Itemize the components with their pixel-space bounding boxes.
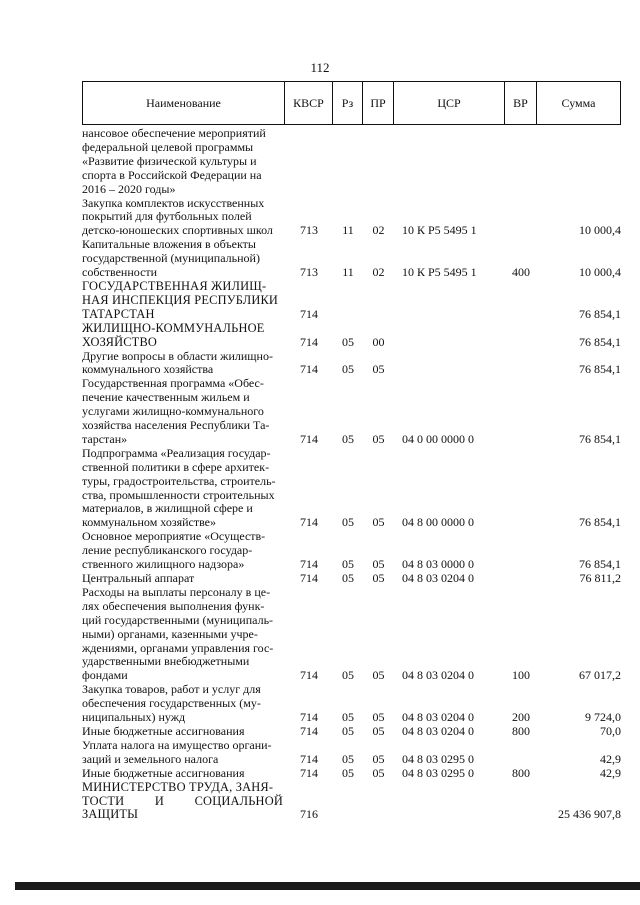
table-row (82, 127, 621, 197)
row-name-line: федеральной целевой программы (82, 139, 254, 154)
row-sum: 76 854,1 (579, 431, 621, 446)
row-name (82, 322, 285, 350)
row-sum: 42,9 (600, 765, 621, 780)
row-name-line: детско-юношеских спортивных школ (82, 223, 273, 238)
table-row (82, 447, 621, 530)
table-row (82, 781, 621, 823)
table-row (82, 377, 621, 447)
row-name (82, 127, 285, 197)
row-pr: 05 (372, 571, 385, 585)
row-name-line: покрытий для футбольных полей (82, 209, 252, 224)
row-kvsr: 714 (300, 557, 318, 572)
row-name-line: ждениями, органами управления гос- (82, 640, 274, 655)
row-name-line: МИНИСТЕРСТВО ТРУДА, ЗАНЯ- (82, 779, 274, 794)
row-name-line: ственной политики в сфере архитек- (82, 459, 270, 474)
row-pr: 00 (372, 334, 385, 349)
row-csr: 04 8 03 0204 0 (402, 723, 474, 738)
table-row (82, 322, 621, 350)
row-name-line: ХОЗЯЙСТВО (82, 334, 158, 349)
row-sum: 9 724,0 (585, 710, 621, 725)
row-csr: 04 8 03 0204 0 (402, 571, 474, 585)
row-name-line: Иные бюджетные ассигнования (82, 765, 245, 780)
row-vr: 100 (512, 668, 530, 683)
row-name-line: Расходы на выплаты персоналу в це- (82, 584, 271, 599)
row-csr: 10 К Р5 5495 1 (402, 223, 477, 238)
row-name-line: Закупка товаров, работ и услуг для (82, 682, 261, 697)
row-csr: 04 0 00 0000 0 (402, 431, 474, 446)
row-name-line: услугами жилищно-коммунального (82, 404, 264, 419)
header-rz: Рз (333, 82, 363, 124)
row-name-line: спорта в Российской Федерации на (82, 167, 262, 182)
row-kvsr: 714 (300, 710, 318, 725)
row-sum: 76 854,1 (579, 362, 621, 377)
row-name-line: Центральный аппарат (82, 571, 195, 585)
scan-edge-bar (15, 882, 640, 890)
row-name (82, 725, 285, 739)
row-name (82, 197, 285, 239)
row-kvsr: 714 (300, 571, 318, 585)
row-name (82, 280, 285, 322)
row-csr: 04 8 03 0000 0 (402, 557, 474, 572)
row-name-line: ударственными внебюджетными (82, 654, 250, 669)
row-name-line: государственной (муниципальной) (82, 251, 260, 266)
header-pr: ПР (363, 82, 394, 124)
row-name-line: нансовое обеспечение мероприятий (82, 126, 266, 140)
row-pr: 05 (372, 431, 385, 446)
row-rz: 05 (342, 723, 354, 738)
row-name (82, 530, 285, 572)
row-kvsr: 714 (300, 334, 318, 349)
row-name (82, 683, 285, 725)
table-row (82, 530, 621, 572)
table-row (82, 683, 621, 725)
row-name (82, 781, 285, 823)
header-kvsr: КВСР (285, 82, 333, 124)
table-row (82, 572, 621, 586)
row-name-line: коммунальном хозяйстве» (82, 515, 216, 530)
row-csr: 04 8 03 0295 0 (402, 765, 474, 780)
row-pr: 05 (372, 751, 385, 766)
table-row (82, 197, 621, 239)
row-name-line: ЖИЛИЩНО-КОММУНАЛЬНОЕ (82, 320, 265, 335)
row-kvsr: 714 (300, 515, 318, 530)
table-row (82, 350, 621, 378)
row-name-line: ГОСУДАРСТВЕННАЯ ЖИЛИЩ- (82, 278, 267, 293)
row-name-line: коммунального хозяйства (82, 362, 214, 377)
row-rz: 05 (342, 557, 354, 572)
row-name-line: «Развитие физической культуры и (82, 153, 257, 168)
row-vr: 400 (512, 265, 530, 280)
row-sum: 76 854,1 (579, 334, 621, 349)
row-pr: 05 (372, 765, 385, 780)
row-kvsr: 713 (300, 265, 318, 280)
row-pr: 05 (372, 515, 385, 530)
row-csr: 04 8 00 0000 0 (402, 515, 474, 530)
row-name-line: фондами (82, 668, 128, 683)
row-name-line: Уплата налога на имущество органи- (82, 737, 272, 752)
row-rz: 05 (342, 334, 354, 349)
row-rz: 11 (342, 223, 354, 238)
row-sum: 25 436 907,8 (558, 807, 621, 822)
row-name-line: ниципальных) нужд (82, 710, 186, 725)
table-header (82, 81, 621, 125)
row-name-line: ций государственными (муниципаль- (82, 612, 274, 627)
row-kvsr: 714 (300, 306, 318, 321)
row-rz: 05 (342, 431, 354, 446)
row-name (82, 739, 285, 767)
row-name-line: ными) органами, казенными учре- (82, 626, 258, 641)
row-kvsr: 714 (300, 431, 318, 446)
row-name (82, 572, 285, 586)
row-sum: 67 017,2 (579, 668, 621, 683)
row-name-line: Иные бюджетные ассигнования (82, 723, 245, 738)
row-kvsr: 714 (300, 668, 318, 683)
table-row (82, 725, 621, 739)
row-name (82, 350, 285, 378)
row-name-line: ства, промышленности строительных (82, 487, 275, 502)
row-sum: 42,9 (600, 751, 621, 766)
row-sum: 10 000,4 (579, 265, 621, 280)
page-number: 112 (310, 60, 330, 75)
table-row (82, 238, 621, 280)
header-vr: ВР (505, 82, 537, 124)
header-name: Наименование (82, 82, 285, 124)
row-sum: 70,0 (600, 723, 621, 738)
row-rz: 05 (342, 571, 354, 585)
row-vr: 800 (512, 765, 530, 780)
header-csr: ЦСР (394, 82, 505, 124)
row-vr: 200 (512, 710, 530, 725)
row-rz: 05 (342, 710, 354, 725)
row-name-line: обеспечения государственных (му- (82, 696, 261, 711)
row-name-line: 2016 – 2020 годы» (82, 181, 176, 196)
row-kvsr: 713 (300, 223, 318, 238)
row-name-line: НАЯ ИНСПЕКЦИЯ РЕСПУБЛИКИ (82, 292, 279, 307)
row-name-line: ТОСТИ И СОЦИАЛЬНОЙ ЗАЩИТЫ (82, 793, 283, 822)
row-pr: 05 (372, 557, 385, 572)
row-name-line: туры, градостроительства, строитель- (82, 473, 276, 488)
row-name-line: заций и земельного налога (82, 751, 219, 766)
row-kvsr: 714 (300, 723, 318, 738)
row-rz: 05 (342, 765, 354, 780)
row-name-line: ственного жилищного надзора» (82, 557, 245, 572)
row-csr: 04 8 03 0295 0 (402, 751, 474, 766)
row-pr: 05 (372, 710, 385, 725)
row-csr: 10 К Р5 5495 1 (402, 265, 477, 280)
header-sum: Сумма (537, 82, 621, 124)
row-pr: 05 (372, 668, 385, 683)
row-rz: 05 (342, 668, 354, 683)
row-name-line: лях обеспечения выполнения функ- (82, 598, 265, 613)
row-name-line: ТАТАРСТАН (82, 306, 155, 321)
row-name-line: Капитальные вложения в объекты (82, 237, 256, 252)
row-rz: 11 (342, 265, 354, 280)
row-csr: 04 8 03 0204 0 (402, 710, 474, 725)
row-name (82, 238, 285, 280)
row-name-line: Основное мероприятие «Осуществ- (82, 529, 266, 544)
row-sum: 10 000,4 (579, 223, 621, 238)
table-body (82, 125, 621, 822)
table-row (82, 739, 621, 767)
row-name-line: материалов, в жилищной сфере и (82, 501, 253, 516)
row-name (82, 377, 285, 447)
row-name (82, 586, 285, 683)
row-pr: 05 (372, 362, 385, 377)
table-row (82, 280, 621, 322)
row-pr: 02 (372, 265, 385, 280)
row-kvsr: 714 (300, 362, 318, 377)
row-sum: 76 811,2 (579, 571, 621, 585)
table-row (82, 767, 621, 781)
row-rz: 05 (342, 362, 354, 377)
row-sum: 76 854,1 (579, 515, 621, 530)
row-kvsr: 716 (300, 807, 318, 822)
row-name (82, 447, 285, 530)
row-name-line: тарстан» (82, 431, 128, 446)
row-name-line: Закупка комплектов искусственных (82, 195, 265, 210)
row-csr: 04 8 03 0204 0 (402, 668, 474, 683)
budget-table (82, 81, 621, 822)
row-vr: 800 (512, 723, 530, 738)
row-pr: 02 (372, 223, 385, 238)
row-name-line: собственности (82, 265, 158, 280)
row-name-line: хозяйства населения Республики Та- (82, 418, 270, 433)
row-rz: 05 (342, 515, 354, 530)
row-pr: 05 (372, 723, 385, 738)
table-row (82, 586, 621, 683)
row-name-line: Государственная программа «Обес- (82, 376, 264, 391)
row-sum: 76 854,1 (579, 557, 621, 572)
row-kvsr: 714 (300, 765, 318, 780)
row-sum: 76 854,1 (579, 306, 621, 321)
row-name-line: ление республиканского государ- (82, 543, 253, 558)
row-name-line: Подпрограмма «Реализация государ- (82, 445, 271, 460)
row-rz: 05 (342, 751, 354, 766)
row-name-line: Другие вопросы в области жилищно- (82, 348, 273, 363)
row-name-line: печение качественным жильем и (82, 390, 250, 405)
row-kvsr: 714 (300, 751, 318, 766)
row-name (82, 767, 285, 781)
